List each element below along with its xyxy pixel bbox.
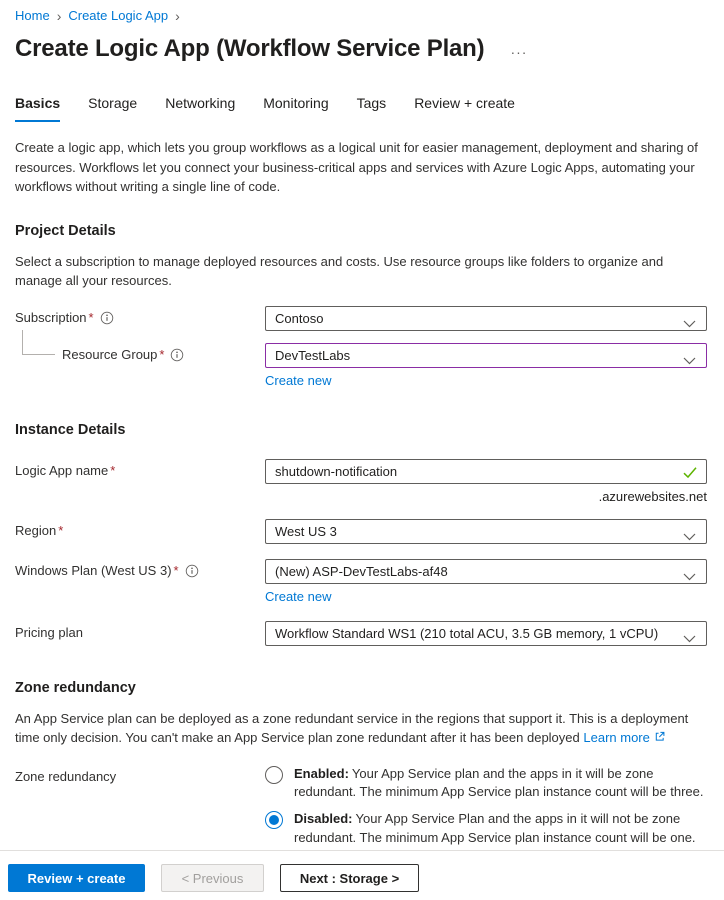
tab-storage[interactable]: Storage — [88, 95, 138, 111]
region-dropdown[interactable] — [265, 519, 707, 544]
page-title: Create Logic App (Workflow Service Plan) — [15, 35, 485, 62]
radio-enabled-text: Your App Service plan and the apps in it will be zone redundant. The minimum App Service plan instance count will be three. — [294, 765, 704, 799]
radio-enabled-prefix: Enabled: — [294, 765, 349, 781]
chevron-down-icon — [683, 353, 696, 368]
tab-networking[interactable]: Networking — [165, 95, 236, 111]
intro-text: Create a logic app, which lets you group workflows as a logical unit for easier management, deployment and sharing of resources. Workflows let you connect your business-critical apps and services with Azure Logic Apps, automating your workflows without writing a single line of code. — [15, 140, 698, 194]
domain-suffix-text: .azurewebsites.net — [598, 488, 707, 504]
chevron-down-icon — [683, 529, 696, 544]
chevron-down-icon — [683, 569, 696, 584]
radio-unselected-icon[interactable] — [265, 766, 283, 784]
radio-selected-icon[interactable] — [265, 811, 283, 829]
valid-checkmark-icon — [683, 467, 697, 482]
tab-tags[interactable]: Tags — [356, 95, 387, 111]
logic-app-name-value: shutdown-notification — [275, 463, 398, 479]
zone-redundancy-label: Zone redundancy — [15, 768, 117, 784]
required-asterisk: * — [173, 562, 179, 578]
learn-more-link[interactable]: Learn more — [583, 730, 664, 745]
project-details-description: Select a subscription to manage deployed resources and costs. Use resource groups like folders to organize and manage all your resources. — [15, 253, 664, 288]
info-icon[interactable] — [100, 311, 114, 328]
subscription-value: Contoso — [275, 310, 324, 326]
windows-plan-label: Windows Plan (West US 3) * — [15, 559, 265, 581]
windows-plan-create-new-link[interactable]: Create new — [265, 588, 332, 604]
required-asterisk: * — [58, 522, 64, 538]
radio-option-enabled[interactable] — [265, 765, 707, 802]
subscription-label: Subscription * — [15, 306, 265, 328]
resource-group-create-new-link[interactable]: Create new — [265, 372, 332, 388]
windows-plan-value: (New) ASP-DevTestLabs-af48 — [275, 563, 448, 579]
region-value: West US 3 — [275, 523, 337, 539]
pricing-plan-label: Pricing plan — [15, 624, 83, 640]
breadcrumb-separator-icon: › — [175, 7, 180, 24]
wizard-tabs — [15, 95, 707, 122]
radio-disabled-text: Your App Service Plan and the apps in it will not be zone redundant. The minimum App Service plan instance count will be one. — [294, 811, 696, 845]
logic-app-name-label: Logic App name * — [15, 462, 116, 478]
breadcrumb — [15, 8, 707, 23]
subscription-dropdown[interactable] — [265, 306, 707, 331]
region-label: Region * — [15, 522, 64, 538]
wizard-footer — [0, 850, 724, 892]
page — [0, 8, 724, 856]
resource-group-dropdown[interactable] — [265, 343, 707, 368]
section-heading-project-details: Project Details — [15, 222, 116, 239]
pricing-plan-value: Workflow Standard WS1 (210 total ACU, 3.5 GB memory, 1 vCPU) — [275, 625, 659, 641]
breadcrumb-link-create-logic-app[interactable]: Create Logic App — [68, 8, 169, 23]
resource-group-label: Resource Group * — [15, 343, 265, 365]
pricing-plan-dropdown[interactable] — [265, 621, 707, 646]
required-asterisk: * — [110, 462, 116, 478]
external-link-icon — [654, 731, 665, 742]
info-icon[interactable] — [185, 564, 199, 581]
review-create-button[interactable]: Review + create — [8, 864, 145, 892]
tab-monitoring[interactable]: Monitoring — [263, 95, 329, 111]
zone-redundancy-radio-group — [265, 765, 707, 857]
tab-basics[interactable]: Basics — [15, 95, 60, 122]
resource-group-value: DevTestLabs — [275, 347, 351, 363]
hierarchy-connector-line — [22, 330, 55, 355]
breadcrumb-separator-icon: › — [56, 7, 62, 24]
logic-app-name-input[interactable] — [265, 459, 707, 484]
radio-disabled-prefix: Disabled: — [294, 811, 353, 827]
required-asterisk: * — [88, 309, 94, 325]
zone-redundancy-description: An App Service plan can be deployed as a zone redundant service in the regions that support it. This is a deployment time only decision. You can't make an App Service plan zone redundant after it has been deployed Learn more — [15, 710, 689, 745]
next-storage-button[interactable]: Next : Storage > — [280, 864, 419, 892]
radio-option-disabled[interactable] — [265, 810, 707, 847]
chevron-down-icon — [683, 316, 696, 331]
section-heading-instance-details: Instance Details — [15, 421, 126, 438]
previous-button[interactable]: < Previous — [161, 864, 264, 892]
info-icon[interactable] — [170, 348, 184, 365]
windows-plan-dropdown[interactable] — [265, 559, 707, 584]
chevron-down-icon — [683, 631, 696, 646]
tab-review-create[interactable]: Review + create — [414, 95, 515, 111]
section-heading-zone-redundancy: Zone redundancy — [15, 679, 136, 696]
context-menu-ellipsis-icon[interactable]: ··· — [510, 44, 528, 60]
breadcrumb-link-home[interactable]: Home — [15, 8, 50, 23]
required-asterisk: * — [159, 346, 165, 362]
